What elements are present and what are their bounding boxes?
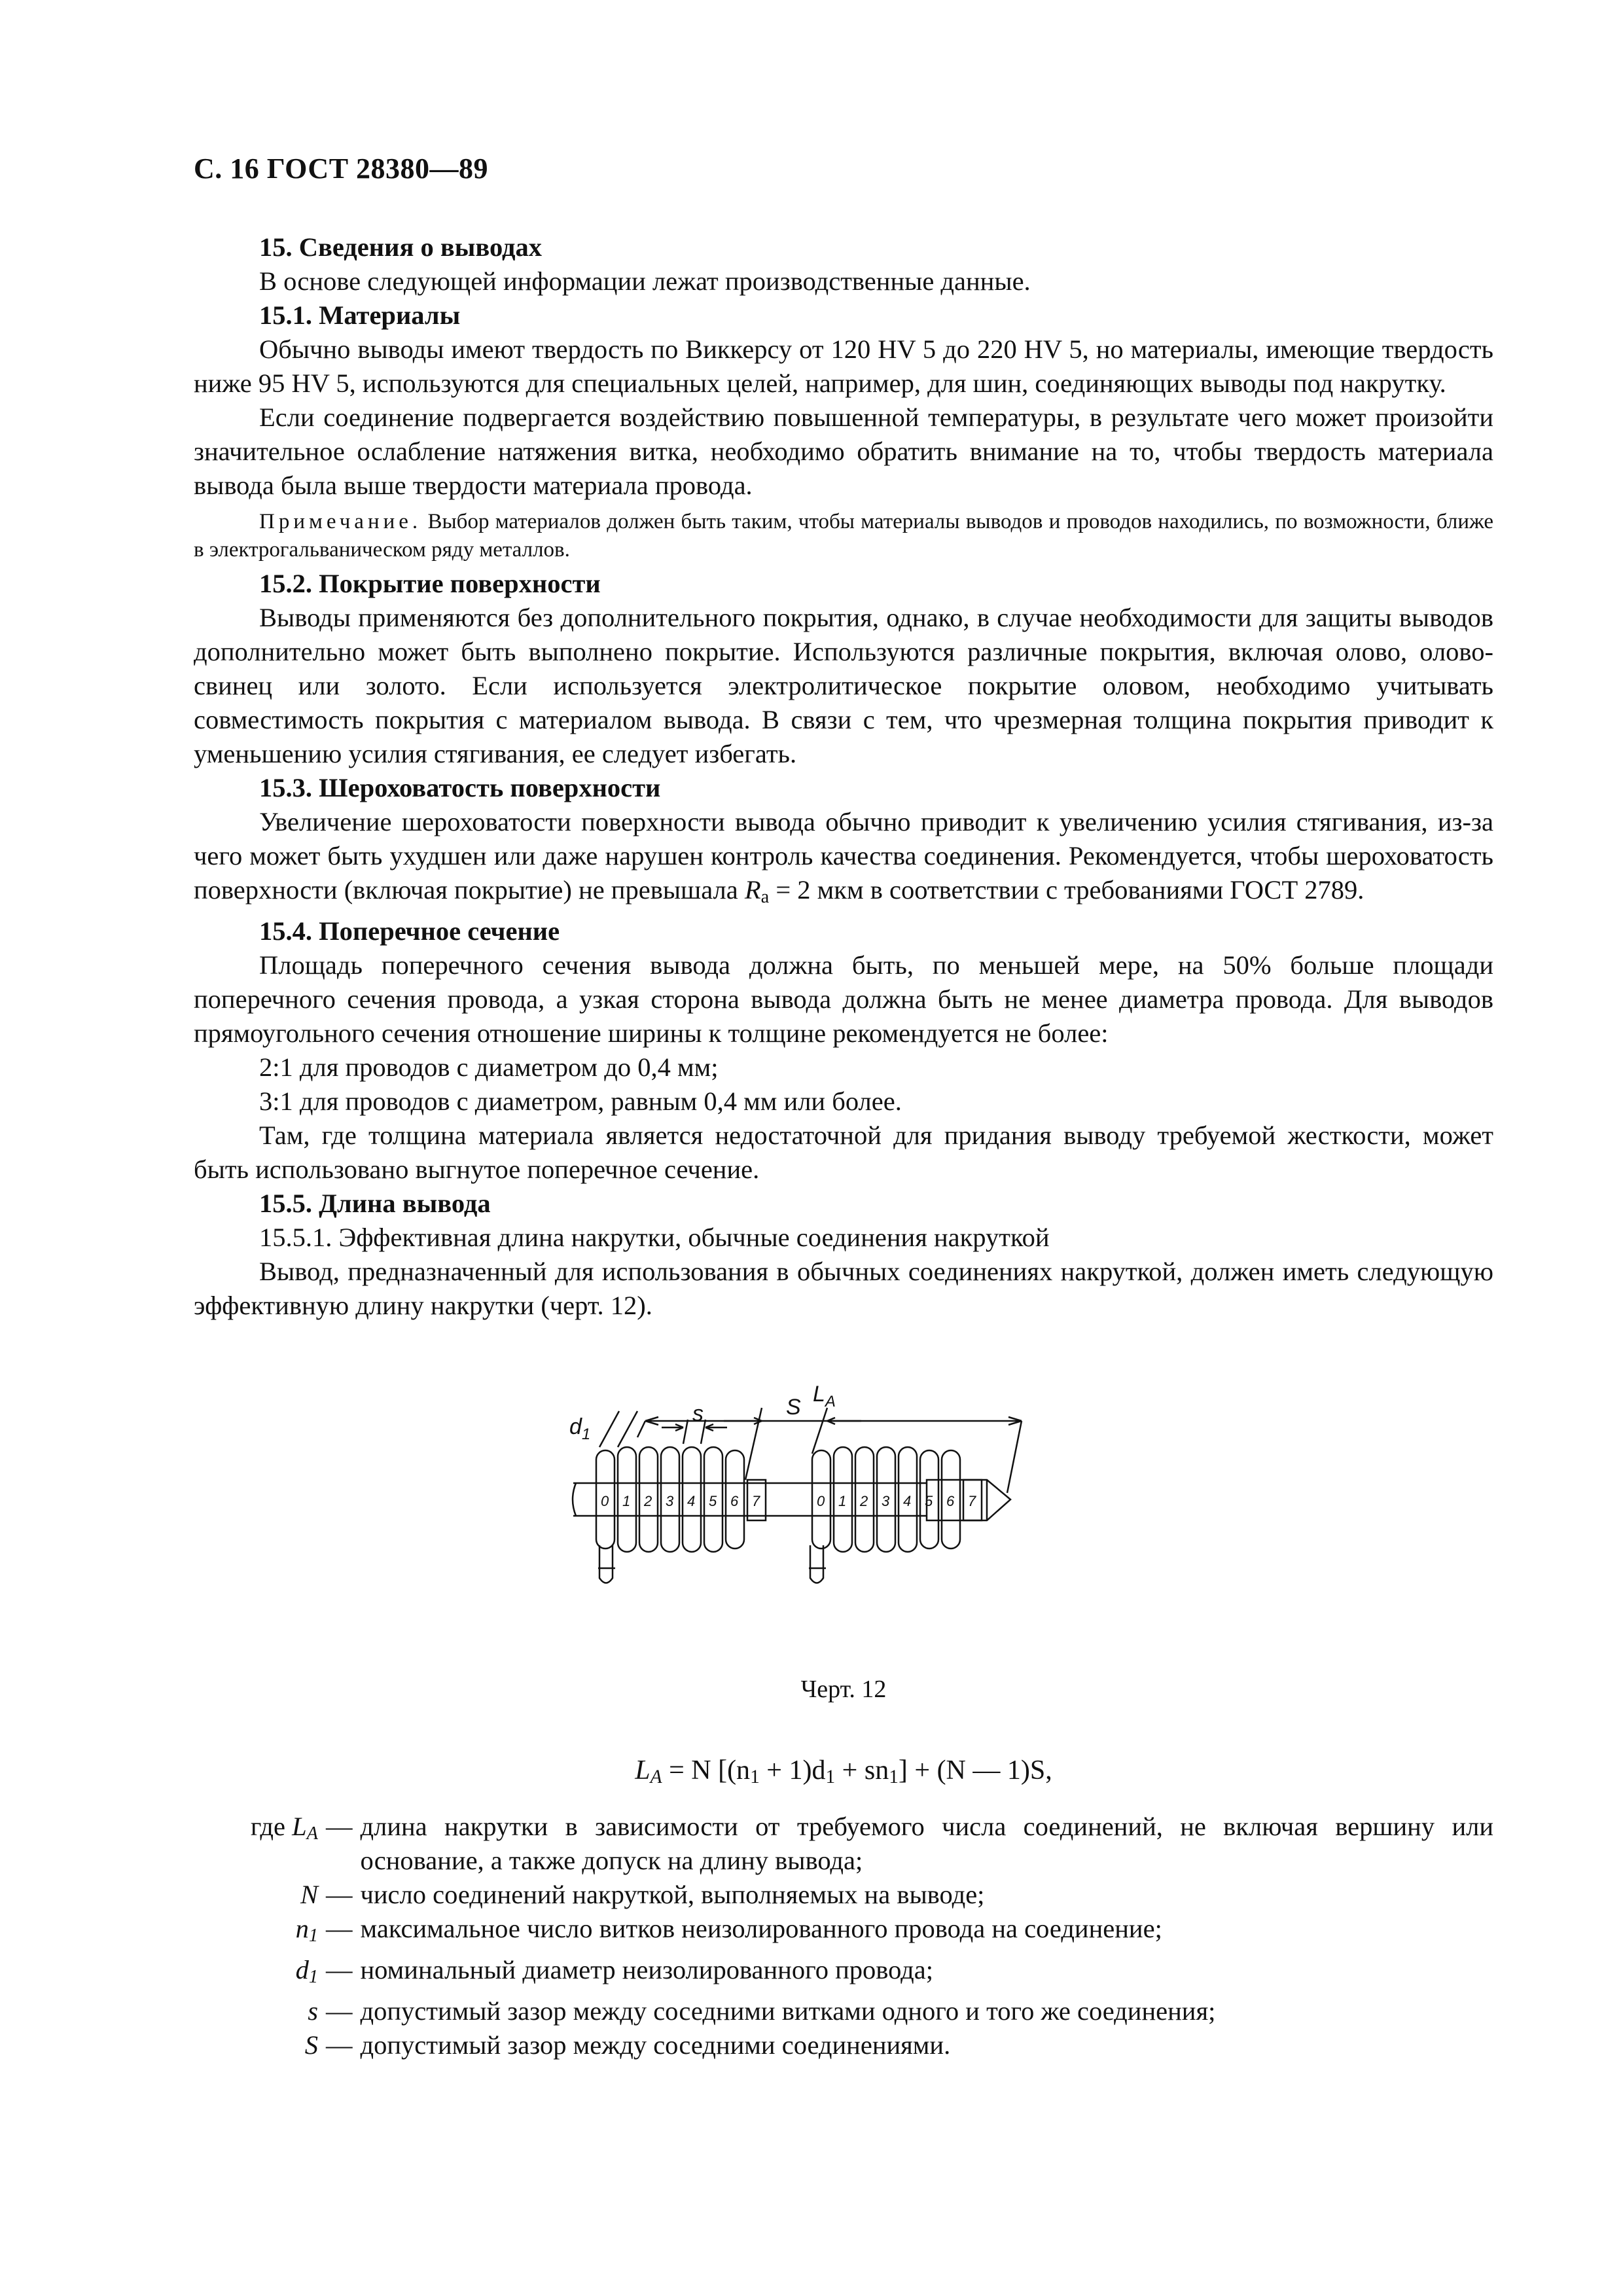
note-label: Примечание. bbox=[259, 510, 422, 533]
svg-text:3: 3 bbox=[666, 1493, 674, 1509]
svg-text:3: 3 bbox=[882, 1493, 890, 1509]
svg-text:0: 0 bbox=[601, 1493, 609, 1509]
section-15-heading: 15. Сведения о выводах bbox=[259, 232, 543, 262]
section-15-3-paragraph bbox=[194, 805, 1493, 914]
insulated-wire-1 bbox=[599, 1545, 613, 1583]
definition-s-large: S — допустимый зазор между соседними соединениями. bbox=[304, 2030, 951, 2060]
section-15-5-1-subheading: 15.5.1. Эффективная длина накрутки, обычные соединения накруткой bbox=[259, 1223, 1050, 1252]
ra-subscript: a bbox=[760, 887, 770, 907]
document-body bbox=[194, 230, 1493, 2062]
wrap-length-formula: $L_A = N$ $[(n_1 + 1)d_1 + sn_1] + (N$ — 1)S, bbox=[635, 1755, 1052, 1787]
insulated-wire-2 bbox=[810, 1545, 823, 1583]
svg-text:2: 2 bbox=[644, 1493, 652, 1509]
note-text: Выбор материалов должен быть таким, чтобы материалы выводов и проводов находились, по возможности, ближе в электрогальваническом ряду металлов. bbox=[194, 510, 1493, 562]
wrap-drawing bbox=[560, 1349, 1123, 1657]
section-15-5-paragraph: Вывод, предназначенный для использования в обычных соединениях накруткой, должен иметь следующую эффективную длину накрутки (черт. 12). bbox=[194, 1257, 1493, 1320]
definition-n: N — число соединений накруткой, выполняемых на выводе; bbox=[300, 1880, 985, 1909]
definition-la: где $L_A$ — длина накрутки в зависимости от требуемого числа соединений, не включая вершину или основание, а также допуск на длину вывода; bbox=[250, 1812, 1493, 1875]
svg-text:1: 1 bbox=[838, 1493, 847, 1509]
section-15-1-paragraph-1: Обычно выводы имеют твердость по Виккерсу от 120 HV 5 до 220 HV 5, но материалы, имеющие твердость ниже 95 HV 5, используются для специальных целей, например, для шин, соединяющих выводы под накрутку. bbox=[194, 334, 1493, 398]
svg-text:5: 5 bbox=[925, 1493, 933, 1509]
definition-s-small: s — допустимый зазор между соседними витками одного и того же соединения; bbox=[308, 1996, 1216, 2026]
section-15-intro: В основе следующей информации лежат производственные данные. bbox=[259, 266, 1031, 296]
svg-text:0: 0 bbox=[817, 1493, 825, 1509]
coil-1 bbox=[596, 1447, 766, 1552]
label-s-large: S bbox=[786, 1395, 801, 1420]
section-15-4-paragraph-1: Площадь поперечного сечения вывода должна быть, по меньшей мере, на 50% больше площади поперечного сечения провода, а узкая сторона вывода должна быть не менее диаметра провода. Для выводов прямоугольного сечения отношение ширины к толщине рекомендуется не более: bbox=[194, 950, 1493, 1048]
svg-text:7: 7 bbox=[968, 1493, 976, 1509]
definition-n1: $n_1$ — максимальное число витков неизолированного провода на соединение; bbox=[295, 1914, 1162, 1946]
ratio-item-2: 3:1 для проводов с диаметром, равным 0,4 мм или более. bbox=[259, 1086, 902, 1116]
svg-text:4: 4 bbox=[903, 1493, 912, 1509]
wrap-connection-figure bbox=[194, 1349, 1493, 1657]
section-15-1-heading: 15.1. Материалы bbox=[259, 300, 461, 330]
section-15-1-paragraph-2: Если соединение подвергается воздействию повышенной температуры, в результате чего может произойти значительное ослабление натяжения витка, необходимо обратить внимание на то, чтобы твердость материала вывода была выше твердости материала провода. bbox=[194, 403, 1493, 500]
section-15-5-heading: 15.5. Длина вывода bbox=[259, 1189, 491, 1218]
svg-text:2: 2 bbox=[860, 1493, 868, 1509]
svg-text:1: 1 bbox=[622, 1493, 631, 1509]
ra-symbol: R bbox=[744, 875, 761, 905]
ratio-item-1: 2:1 для проводов с диаметром до 0,4 мм; bbox=[259, 1052, 719, 1082]
svg-text:6: 6 bbox=[946, 1493, 955, 1509]
section-15-2-paragraph: Выводы применяются без дополнительного покрытия, однако, в случае необходимости для защиты выводов дополнительно может быть выполнено покрытие. Используются различные покрытия, включая олово, олово-свинец или золото. Если используется электролитическое покрытие оловом, необходимо учитывать совместимость покрытия с материалом вывода. В связи с тем, что чрезмерная толщина покрытия приводит к уменьшению усилия стягивания, ее следует избегать. bbox=[194, 603, 1493, 768]
svg-text:5: 5 bbox=[709, 1493, 717, 1509]
svg-text:4: 4 bbox=[687, 1493, 696, 1509]
label-d1: $d_1$ bbox=[569, 1414, 591, 1443]
label-s-small: s bbox=[692, 1401, 704, 1426]
svg-text:7: 7 bbox=[752, 1493, 760, 1509]
section-15-1-note bbox=[194, 508, 1493, 564]
section-15-3-text-b: = 2 мкм в соответствии с требованиями ГОСТ 2789. bbox=[769, 875, 1364, 905]
section-15-2-heading: 15.2. Покрытие поверхности bbox=[259, 569, 601, 598]
figure-caption: Черт. 12 bbox=[800, 1676, 887, 1703]
coil-2 bbox=[812, 1447, 982, 1552]
definition-d1: $d_1$ — номинальный диаметр неизолированного провода; bbox=[295, 1955, 934, 1987]
section-15-3-heading: 15.3. Шероховатость поверхности bbox=[259, 773, 661, 802]
section-15-4-paragraph-2: Там, где толщина материала является недостаточной для придания выводу требуемой жесткости, может быть использовано выгнутое поперечное сечение. bbox=[194, 1121, 1493, 1184]
formula-definitions bbox=[194, 1810, 1493, 2062]
label-la: $L_A$ bbox=[813, 1382, 836, 1410]
section-15-4-heading: 15.4. Поперечное сечение bbox=[259, 916, 560, 946]
svg-text:6: 6 bbox=[730, 1493, 739, 1509]
page-header: С. 16 ГОСТ 28380—89 bbox=[194, 152, 489, 185]
section-15-3-text-a: Увеличение шероховатости поверхности вывода обычно приводит к увеличению усилия стягивания, из-за чего может быть ухудшен или даже нарушен контроль качества соединения. Рекомендуется, чтобы шероховатость поверхности (включая покрытие) не превышала bbox=[194, 807, 1493, 905]
